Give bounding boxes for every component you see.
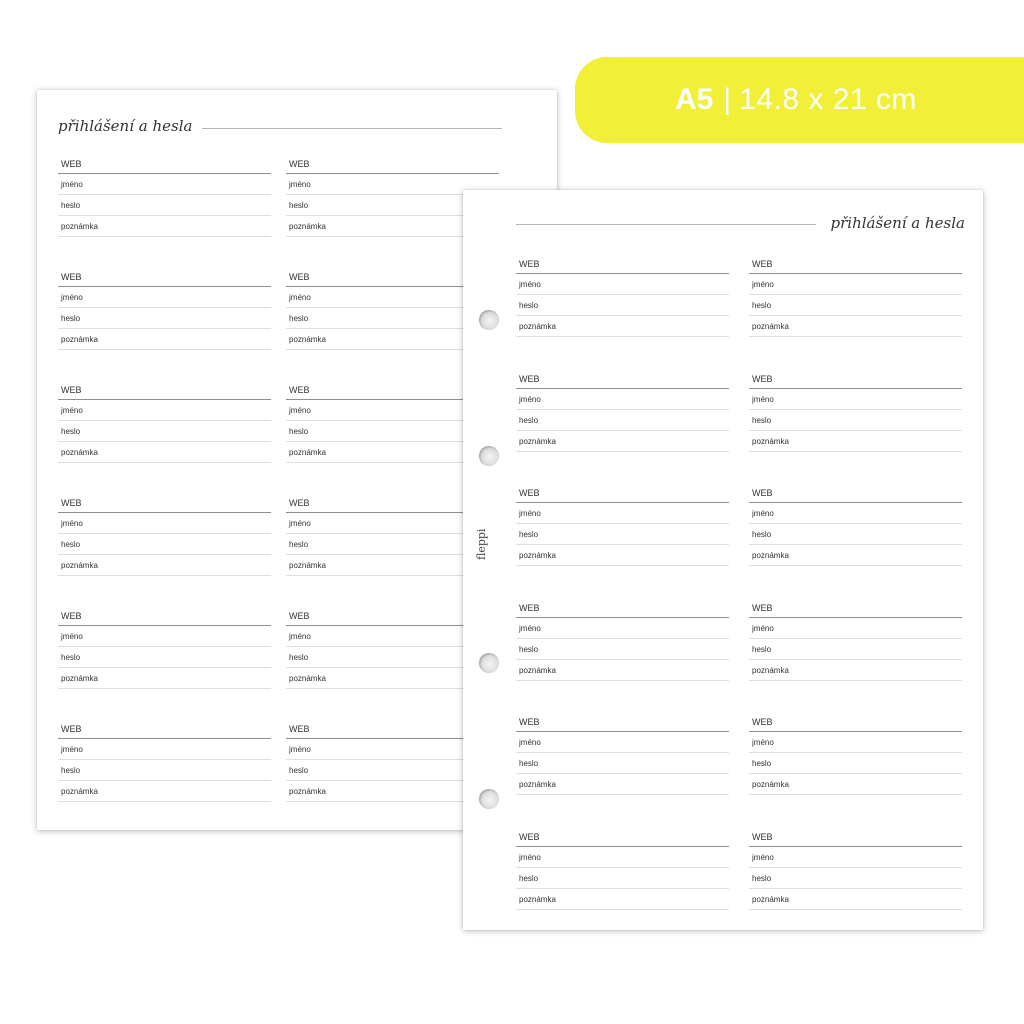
entry-name-label: jméno — [58, 174, 271, 195]
title-rule — [516, 224, 816, 225]
entry-note-label: poznámka — [516, 774, 729, 795]
entry-web-label: WEB — [516, 601, 729, 618]
entry-name-label: jméno — [58, 626, 271, 647]
entry-name-label: jméno — [58, 287, 271, 308]
entry-web-label: WEB — [286, 270, 499, 287]
entry-note-label: poznámka — [749, 774, 962, 795]
entry-note-label: poznámka — [516, 660, 729, 681]
password-entry — [516, 830, 729, 910]
entry-password-label: heslo — [749, 868, 962, 889]
entry-password-label: heslo — [749, 524, 962, 545]
entry-password-label: heslo — [749, 410, 962, 431]
entry-note-label: poznámka — [58, 555, 271, 576]
entry-password-label: heslo — [58, 195, 271, 216]
entry-password-label: heslo — [749, 295, 962, 316]
badge-separator: | — [723, 83, 732, 116]
entry-name-label: jméno — [749, 389, 962, 410]
entry-note-label: poznámka — [749, 431, 962, 452]
sheet-title: přihlášení a hesla — [830, 214, 965, 232]
entry-name-label: jméno — [516, 732, 729, 753]
entry-name-label: jméno — [749, 732, 962, 753]
password-entry — [516, 372, 729, 452]
entry-password-label: heslo — [286, 760, 499, 781]
punch-hole — [479, 653, 499, 673]
entry-name-label: jméno — [58, 400, 271, 421]
entry-name-label: jméno — [749, 274, 962, 295]
password-entry — [58, 383, 271, 463]
password-entry — [58, 157, 271, 237]
entry-web-label: WEB — [286, 496, 499, 513]
password-entry — [58, 270, 271, 350]
entry-web-label: WEB — [516, 486, 729, 503]
password-entry — [749, 257, 962, 337]
entry-name-label: jméno — [286, 513, 499, 534]
entry-password-label: heslo — [286, 308, 499, 329]
entry-name-label: jméno — [516, 503, 729, 524]
password-entry — [516, 715, 729, 795]
entry-password-label: heslo — [286, 421, 499, 442]
entry-password-label: heslo — [58, 760, 271, 781]
password-entry — [749, 372, 962, 452]
entry-web-label: WEB — [58, 157, 271, 174]
entry-web-label: WEB — [749, 830, 962, 847]
entry-note-label: poznámka — [516, 431, 729, 452]
entry-note-label: poznámka — [58, 329, 271, 350]
entry-note-label: poznámka — [516, 316, 729, 337]
entry-web-label: WEB — [749, 257, 962, 274]
entry-web-label: WEB — [516, 715, 729, 732]
entry-name-label: jméno — [749, 618, 962, 639]
entry-password-label: heslo — [58, 308, 271, 329]
format-label: A5 — [675, 83, 714, 116]
entry-password-label: heslo — [286, 195, 499, 216]
planner-sheet-front — [463, 190, 983, 930]
entry-note-label: poznámka — [58, 442, 271, 463]
entry-web-label: WEB — [286, 722, 499, 739]
entry-note-label: poznámka — [58, 668, 271, 689]
entry-web-label: WEB — [516, 257, 729, 274]
password-entry — [749, 715, 962, 795]
password-entry — [516, 486, 729, 566]
entry-note-label: poznámka — [58, 216, 271, 237]
entry-web-label: WEB — [516, 372, 729, 389]
entry-web-label: WEB — [516, 830, 729, 847]
password-entry — [516, 601, 729, 681]
format-dimensions: 14.8 x 21 cm — [739, 83, 917, 116]
punch-hole — [479, 446, 499, 466]
entry-note-label: poznámka — [516, 889, 729, 910]
entry-name-label: jméno — [286, 174, 499, 195]
entry-web-label: WEB — [286, 609, 499, 626]
entry-name-label: jméno — [58, 739, 271, 760]
entry-web-label: WEB — [286, 157, 499, 174]
entry-name-label: jméno — [749, 847, 962, 868]
entry-password-label: heslo — [749, 639, 962, 660]
password-entry — [749, 486, 962, 566]
entry-password-label: heslo — [516, 639, 729, 660]
brand-logo: fleppi — [475, 528, 488, 560]
entry-name-label: jméno — [286, 739, 499, 760]
sheet-title: přihlášení a hesla — [58, 117, 193, 135]
entry-name-label: jméno — [286, 626, 499, 647]
entry-note-label: poznámka — [286, 329, 499, 350]
entry-web-label: WEB — [749, 601, 962, 618]
entry-note-label: poznámka — [286, 555, 499, 576]
entry-note-label: poznámka — [749, 545, 962, 566]
entry-password-label: heslo — [58, 421, 271, 442]
password-entry — [749, 830, 962, 910]
entry-note-label: poznámka — [749, 316, 962, 337]
entry-name-label: jméno — [516, 618, 729, 639]
entry-web-label: WEB — [58, 270, 271, 287]
entry-note-label: poznámka — [286, 216, 499, 237]
password-entry — [749, 601, 962, 681]
password-entry — [516, 257, 729, 337]
format-badge — [575, 57, 1024, 143]
entry-note-label: poznámka — [749, 660, 962, 681]
password-entry — [58, 609, 271, 689]
entry-password-label: heslo — [516, 868, 729, 889]
entry-name-label: jméno — [286, 400, 499, 421]
entry-web-label: WEB — [749, 715, 962, 732]
entry-password-label: heslo — [58, 647, 271, 668]
entry-name-label: jméno — [749, 503, 962, 524]
entry-web-label: WEB — [58, 383, 271, 400]
entry-web-label: WEB — [58, 496, 271, 513]
entry-password-label: heslo — [286, 534, 499, 555]
entry-note-label: poznámka — [286, 781, 499, 802]
password-entry — [58, 722, 271, 802]
entry-web-label: WEB — [749, 486, 962, 503]
entry-password-label: heslo — [516, 524, 729, 545]
entry-note-label: poznámka — [286, 668, 499, 689]
entry-note-label: poznámka — [58, 781, 271, 802]
entry-web-label: WEB — [58, 609, 271, 626]
entry-name-label: jméno — [58, 513, 271, 534]
entry-password-label: heslo — [516, 753, 729, 774]
entry-name-label: jméno — [516, 274, 729, 295]
punch-hole — [479, 310, 499, 330]
title-rule — [202, 128, 502, 129]
entry-web-label: WEB — [58, 722, 271, 739]
punch-hole — [479, 789, 499, 809]
entry-web-label: WEB — [286, 383, 499, 400]
entry-name-label: jméno — [286, 287, 499, 308]
entry-password-label: heslo — [286, 647, 499, 668]
entry-note-label: poznámka — [516, 545, 729, 566]
entry-name-label: jméno — [516, 847, 729, 868]
password-entry — [58, 496, 271, 576]
entry-web-label: WEB — [749, 372, 962, 389]
entry-password-label: heslo — [516, 295, 729, 316]
entry-note-label: poznámka — [286, 442, 499, 463]
entry-password-label: heslo — [749, 753, 962, 774]
entry-note-label: poznámka — [749, 889, 962, 910]
entry-password-label: heslo — [58, 534, 271, 555]
entry-name-label: jméno — [516, 389, 729, 410]
entry-password-label: heslo — [516, 410, 729, 431]
